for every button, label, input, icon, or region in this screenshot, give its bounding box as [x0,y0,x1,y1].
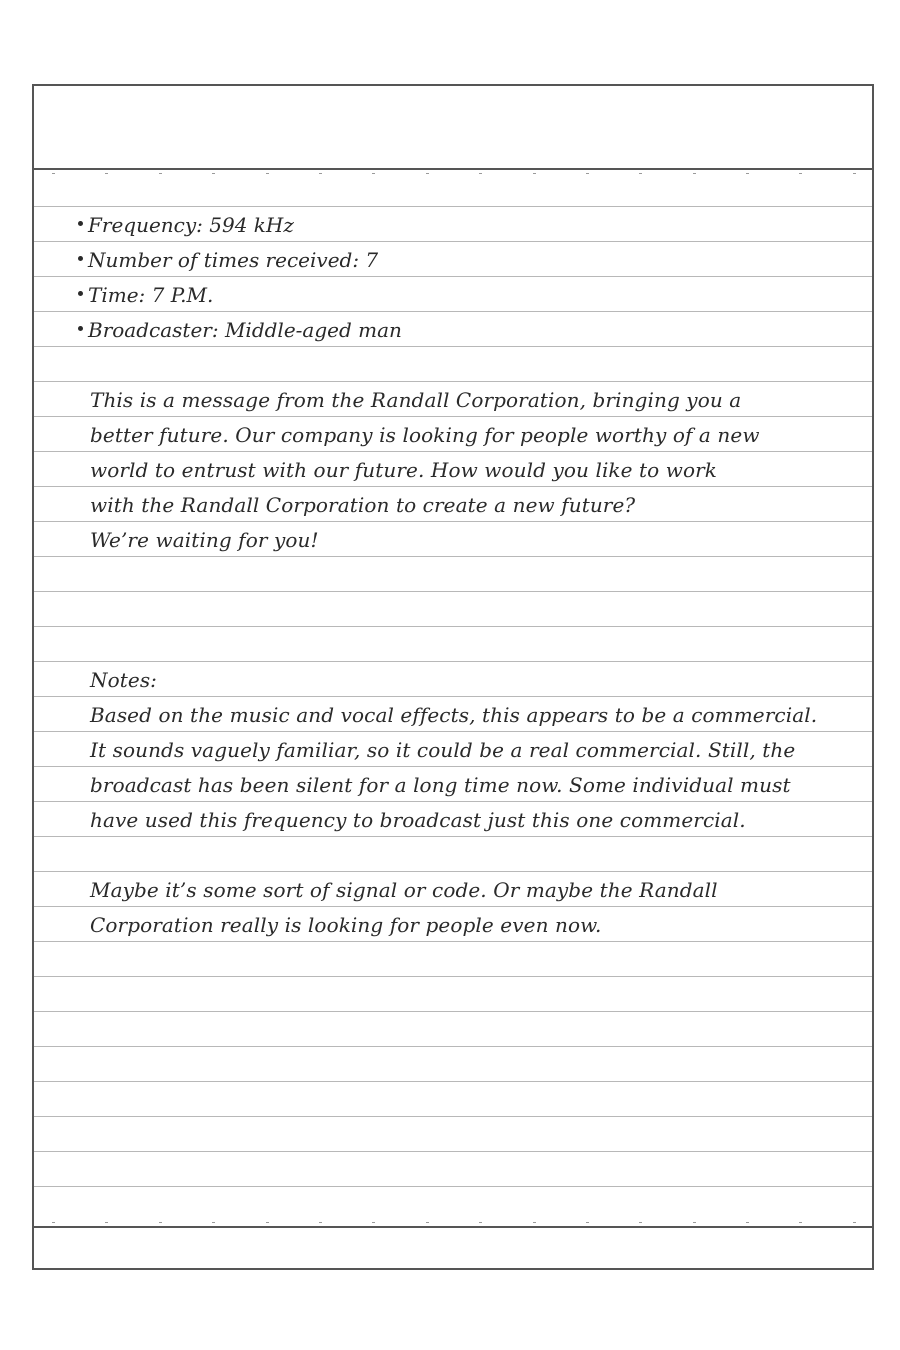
ruled-line [34,696,872,697]
ruled-line [34,1116,872,1117]
notes-line: Based on the music and vocal effects, this appears to be a commercial. [90,703,818,727]
bullet-text: Broadcaster: Middle-aged man [88,318,402,342]
page-header-band [34,86,872,170]
bullet-broadcaster [78,313,402,348]
bullet-dot [78,326,83,331]
bullet-time [78,278,213,313]
bullet-times-received [78,243,378,278]
message-line: world to entrust with our future. How would you like to work [90,458,718,482]
bullet-frequency [78,208,294,243]
bullet-dot [78,221,83,226]
ruled-line [34,1151,872,1152]
ruled-line [34,1011,872,1012]
bullet-text: Frequency: 594 kHz [88,213,294,237]
notes-line: have used this frequency to broadcast just this one commercial. [90,808,746,832]
ruled-line [34,381,872,382]
ruled-line [34,1081,872,1082]
notes-heading: Notes: [90,668,158,692]
ruled-line [34,976,872,977]
bullet-text: Number of times received: 7 [88,248,379,272]
ruled-line [34,1046,872,1047]
ruled-line [34,591,872,592]
notes-line: Maybe it’s some sort of signal or code. Or maybe the Randall [90,878,718,902]
ruled-line [34,626,872,627]
page-footer-band [34,1226,872,1272]
message-line: We’re waiting for you! [90,528,319,552]
bullet-dot [78,291,83,296]
notes-line: Corporation really is looking for people even now. [90,913,602,937]
message-line: with the Randall Corporation to create a new future? [90,493,636,517]
notes-line: broadcast has been silent for a long time now. Some individual must [90,773,791,797]
bullet-dot [78,256,83,261]
header-dot-row [52,173,856,175]
notebook-page [32,84,874,1270]
footer-dot-row [52,1222,856,1224]
message-line: This is a message from the Randall Corporation, bringing you a [90,388,742,412]
ruled-line [34,661,872,662]
notes-line: It sounds vaguely familiar, so it could be a real commercial. Still, the [90,738,796,762]
ruled-line [34,871,872,872]
message-line: better future. Our company is looking for people worthy of a new [90,423,760,447]
ruled-line [34,206,872,207]
bullet-text: Time: 7 P.M. [88,283,214,307]
ruled-line [34,1186,872,1187]
